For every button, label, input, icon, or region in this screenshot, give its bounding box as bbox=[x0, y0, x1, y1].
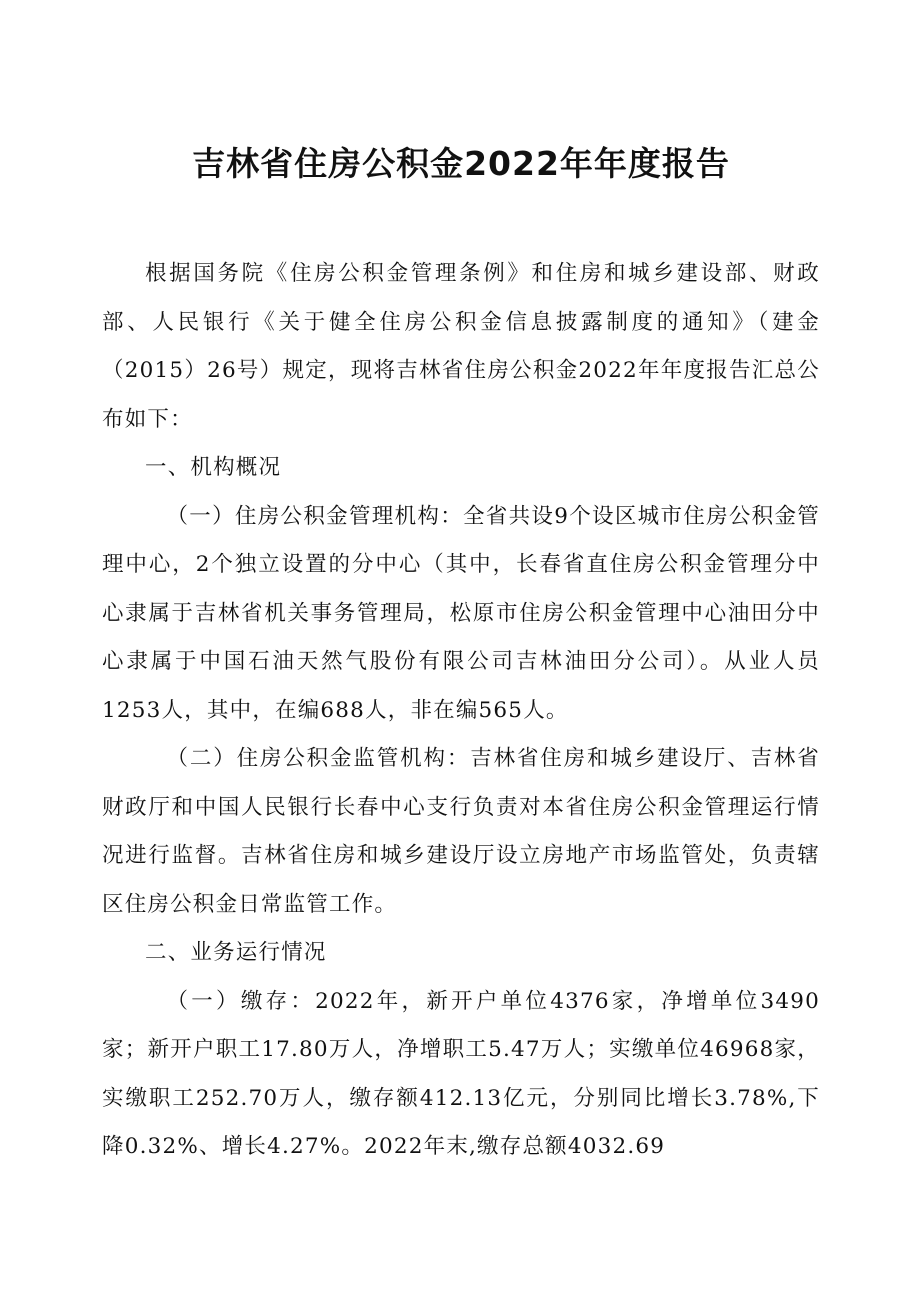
section-heading-organization: 一、机构概况 bbox=[145, 455, 282, 480]
paragraph-supervision-agency: （二）住房公积金监管机构：吉林省住房和城乡建设厅、吉林省财政厅和中国人民银行长春中心支行负责对本省住房公积金管理运行情况进行监督。吉林省住房和城乡建设厅设立房地产市场监管处，负责辖区住房公积金日常监管工作。 bbox=[102, 746, 820, 917]
intro-paragraph: 根据国务院《住房公积金管理条例》和住房和城乡建设部、财政部、人民银行《关于健全住房公积金信息披露制度的通知》（建金（2015）26号）规定，现将吉林省住房公积金2022年年度报告汇总公布如下： bbox=[102, 261, 820, 432]
page-title: 吉林省住房公积金2022年年度报告 bbox=[192, 144, 730, 183]
paragraph-management-agency: （一）住房公积金管理机构：全省共设9个设区城市住房公积金管理中心，2个独立设置的分中心（其中，长春省直住房公积金管理分中心隶属于吉林省机关事务管理局，松原市住房公积金管理中心油田分中心隶属于中国石油天然气股份有限公司吉林油田分公司）。从业人员1253人，其中，在编688人，非在编565人。 bbox=[102, 503, 820, 723]
paragraph-deposits: （一）缴存：2022年，新开户单位4376家，净增单位3490家；新开户职工17.80万人，净增职工5.47万人；实缴单位46968家，实缴职工252.70万人，缴存额412.13亿元，分别同比增长3.78%,下降0.32%、增长4.27%。2022年末,缴存总额4032.69 bbox=[102, 988, 820, 1159]
section-heading-operations: 二、业务运行情况 bbox=[145, 940, 327, 965]
